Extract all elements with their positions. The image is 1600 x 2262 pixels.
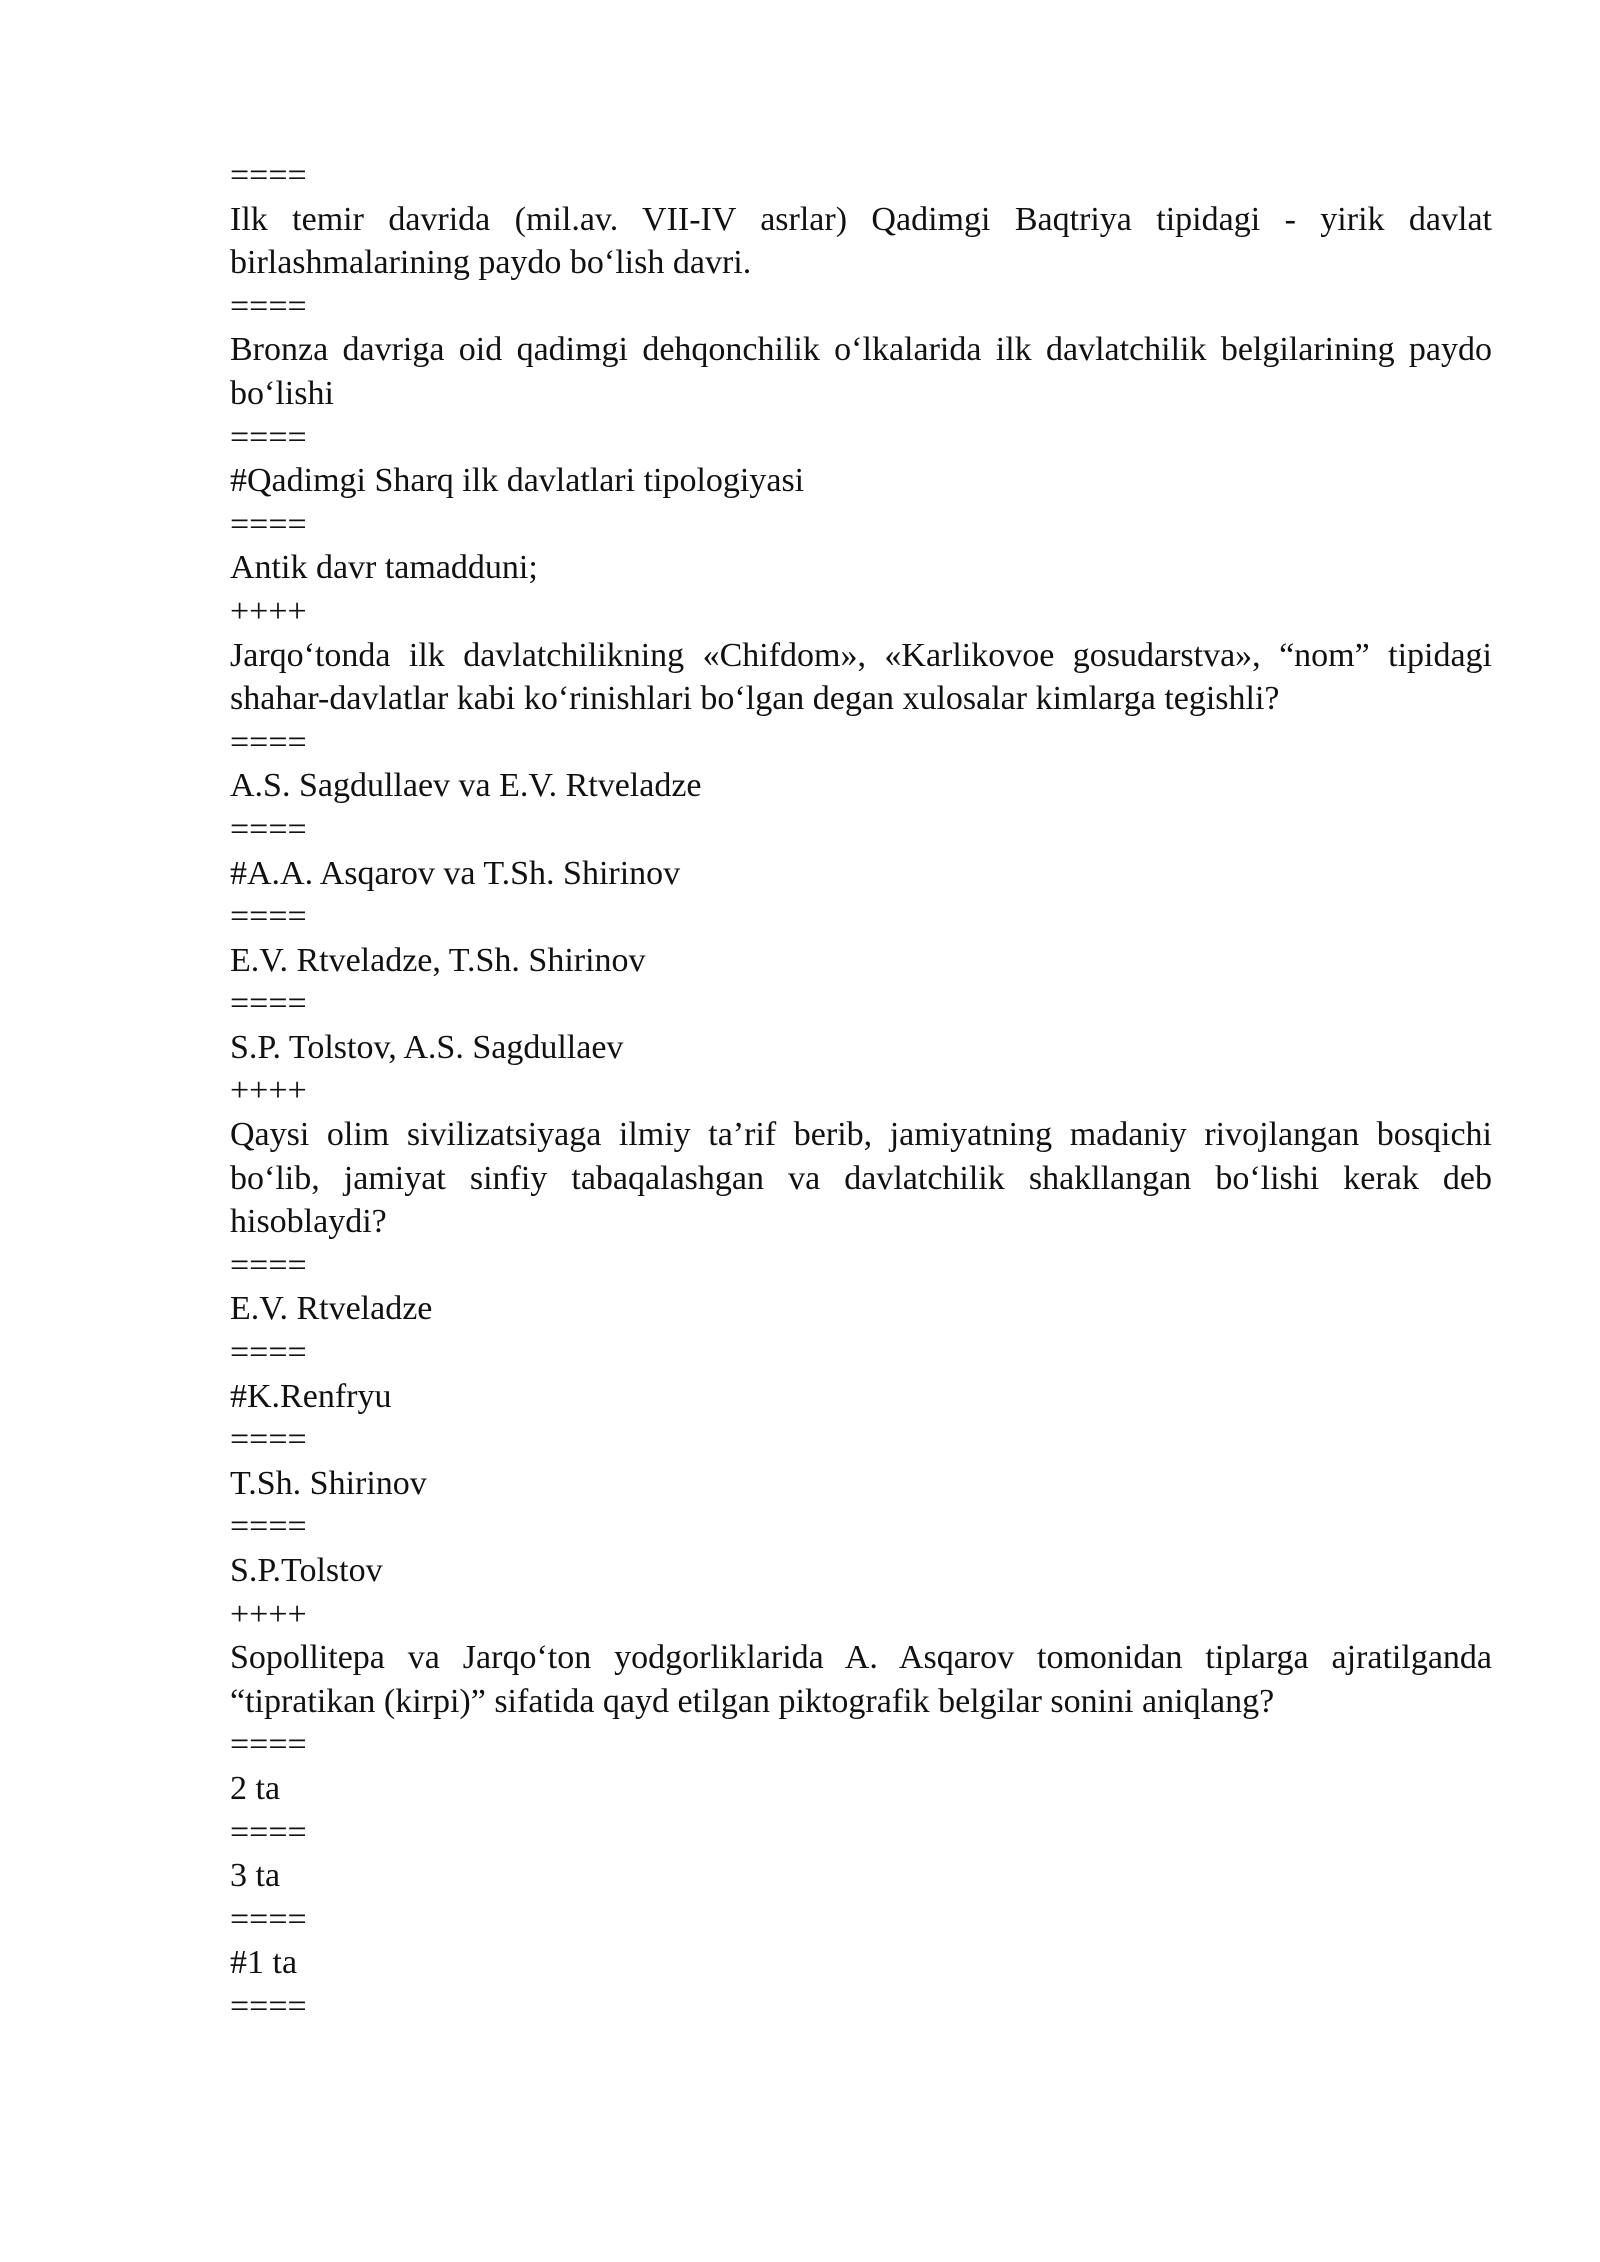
document-page	[230, 154, 1492, 2029]
separator-line: ====	[230, 810, 307, 848]
separator-line: ====	[230, 898, 307, 936]
separator-line: ====	[230, 505, 307, 543]
answer-option: Antik davr tamadduni;	[230, 549, 538, 587]
answer-option: Bronza davriga oid qadimgi dehqonchilik o‘lkalarida ilk davlatchilik belgilarining paydo bo‘lishi	[230, 331, 1492, 412]
separator-line: ====	[230, 157, 307, 194]
separator-line: ====	[230, 1421, 307, 1459]
question-separator: ++++	[230, 1595, 307, 1633]
question-text: Jarqo‘tonda ilk davlatchilikning «Chifdom», «Karlikovoe gosudarstva», “nom” tipidagi shahar-davlatlar kabi ko‘rinishlari bo‘lgan degan xulosalar kimlarga tegishli?	[230, 636, 1492, 718]
answer-option: T.Sh. Shirinov	[230, 1464, 427, 1502]
separator-line: ====	[230, 287, 307, 325]
answer-option: 2 ta	[230, 1769, 281, 1807]
answer-option: A.S. Sagdullaev va E.V. Rtveladze	[230, 767, 702, 805]
answer-option-correct: #K.Renfryu	[230, 1377, 392, 1415]
separator-line: ====	[230, 1900, 307, 1938]
separator-line: ====	[230, 985, 307, 1023]
separator-line: ====	[230, 1987, 307, 2025]
answer-option-correct: #A.A. Asqarov va T.Sh. Shirinov	[230, 854, 681, 892]
answer-option: E.V. Rtveladze, T.Sh. Shirinov	[230, 941, 646, 979]
question-separator: ++++	[230, 592, 307, 630]
separator-line: ====	[230, 1246, 307, 1284]
separator-line: ====	[230, 1813, 307, 1851]
separator-line: ====	[230, 1726, 307, 1764]
question-text: Qaysi olim sivilizatsiyaga ilmiy ta’rif berib, jamiyatning madaniy rivojlangan bosqichi bo‘lib, jamiyat sinfiy tabaqalashgan va davlatchilik shakllangan bo‘lishi kerak deb hisoblaydi?	[230, 1116, 1492, 1241]
separator-line: ====	[230, 1334, 307, 1372]
answer-option: S.P. Tolstov, A.S. Sagdullaev	[230, 1028, 624, 1066]
separator-line: ====	[230, 723, 307, 761]
answer-option: 3 ta	[230, 1857, 281, 1895]
answer-option: E.V. Rtveladze	[230, 1290, 433, 1328]
separator-line: ====	[230, 1508, 307, 1546]
separator-line: ====	[230, 418, 307, 456]
answer-option-correct: #Qadimgi Sharq ilk davlatlari tipologiyasi	[230, 462, 805, 500]
question-separator: ++++	[230, 1072, 307, 1110]
question-text: Sopollitepa va Jarqo‘ton yodgorliklarida A. Asqarov tomonidan tiplarga ajratilganda “tipratikan (kirpi)” sifatida qayd etilgan piktografik belgilar sonini aniqlang?	[230, 1639, 1492, 1720]
answer-option: S.P.Tolstov	[230, 1552, 383, 1589]
answer-option-correct: #1 ta	[230, 1944, 298, 1982]
answer-option: Ilk temir davrida (mil.av. VII-IV asrlar) Qadimgi Baqtriya tipidagi - yirik davlat birlashmalarining paydo bo‘lish davri.	[230, 200, 1492, 282]
